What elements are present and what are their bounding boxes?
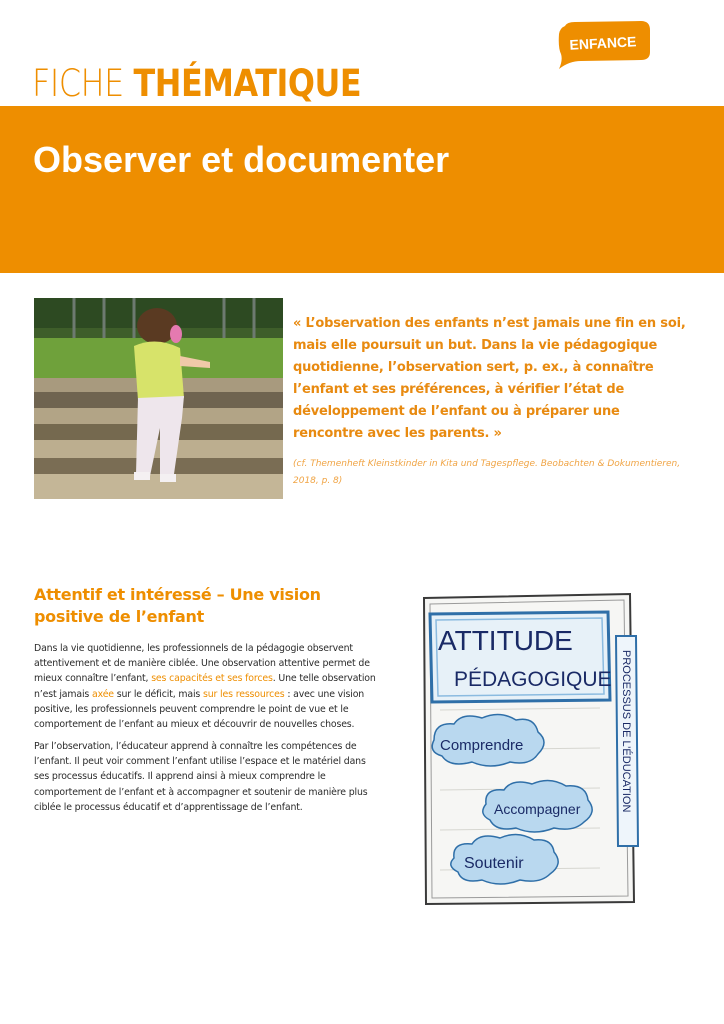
cloud-comprendre: Comprendre (440, 737, 524, 754)
p1-text-c: sur le déficit, mais (113, 688, 203, 700)
quote-citation: (cf. Themenheft Kleinstkinder in Kita und Tagespflege. Beobachten & Dokumentieren, 2018, p. 8) (293, 459, 681, 486)
p1-text-a: Dans la vie quotidienne, les professionnels de la pédagogie observent attentivement et de manière ciblée. Une observation attentive permet de mieux connaître l’enfant, (34, 643, 370, 685)
drawing-side-label: PROCESSUS DE L’ÉDUCATION (620, 650, 632, 813)
drawing-title-line1: ATTITUDE (438, 625, 573, 656)
paragraph-2: Par l’observation, l’éducateur apprend à connaître les compétences de l’enfant. Il peut voir comment l’enfant utilise l’espace et le matériel dans ses processus éducatifs. Il apprend ainsi à mieux comprendre le comportement de l’enfant et à accompagner et soutenir de manière plus ciblée le processus éducatif et d’apprentissage de l’enfant. (34, 741, 368, 813)
logo-text: ENFANCE (569, 33, 637, 53)
kicker-light: FICHE (32, 62, 124, 105)
enfance-logo (551, 20, 651, 70)
page-title: Observer et documenter (33, 139, 450, 180)
title-band (0, 106, 724, 273)
drawing-title-line2: PÉDAGOGIQUE (454, 668, 612, 691)
p1-highlight-axee: axée (91, 688, 114, 700)
document-kicker (32, 62, 361, 106)
paragraph-1 (34, 641, 379, 732)
cloud-accompagner: Accompagner (494, 801, 581, 817)
intro-quote: « L’observation des enfants n’est jamais une fin en soi, mais elle poursuit un but. Dans la vie pédagogique quotidienne, l’observation sert, p. ex., à connaître l’enfant et ses préférences, à vérifier l’état de développement de l’enfant ou à préparer une rencontre avec les parents. » (293, 316, 686, 441)
attitude-pedagogique-drawing (420, 590, 642, 906)
p1-highlight-ressources: sur les ressources (203, 688, 285, 700)
kicker-bold: THÉMATIQUE (133, 62, 362, 105)
cloud-soutenir: Soutenir (464, 855, 524, 872)
p1-text-d: : avec une vision positive, les professionnels peuvent comprendre le point de vue et le comportement de l’enfant au mieux et découvrir de nouvelles choses. (34, 688, 365, 731)
section-heading: Attentif et intéressé – Une vision positive de l’enfant (34, 585, 321, 626)
p1-highlight-capacites: ses capacités et ses forces (151, 673, 273, 685)
p1-text-b: . Une telle observation n’est jamais (34, 673, 376, 700)
child-on-steps-photo (34, 298, 283, 499)
